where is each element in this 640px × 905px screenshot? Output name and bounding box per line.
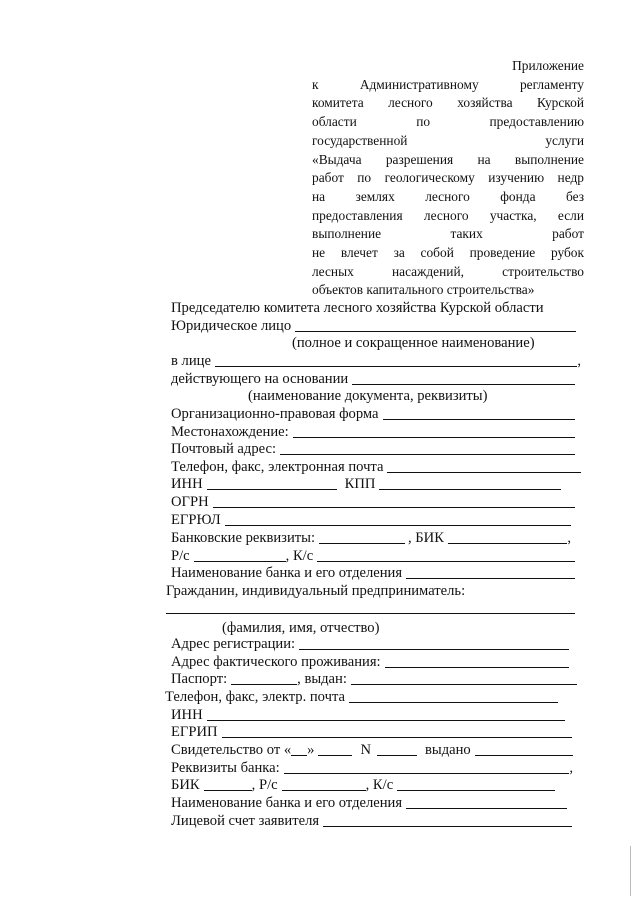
postal-address-label: Почтовый адрес: <box>171 441 277 457</box>
certificate-row <box>171 740 573 760</box>
fio-hint: (фамилия, имя, отчество) <box>222 620 380 636</box>
number-sign: N <box>360 742 371 758</box>
appendix-line: государственной услуги <box>312 132 584 148</box>
rs-field[interactable] <box>194 548 286 562</box>
certificate-day-field[interactable] <box>291 742 307 756</box>
appendix-line: работ по геологическому изучению недр <box>312 170 584 186</box>
certificate-year-field[interactable] <box>318 742 352 756</box>
org-form-field[interactable] <box>383 406 575 420</box>
personal-account-field[interactable] <box>323 813 572 827</box>
bank-details-label: Банковские реквизиты: <box>171 530 315 546</box>
egrip-label: ЕГРИП <box>171 724 218 740</box>
issued-label: , выдан: <box>297 671 347 687</box>
location-label: Местонахождение: <box>171 424 289 440</box>
comma: , <box>567 530 571 546</box>
inn-field[interactable] <box>207 476 337 490</box>
ind-contacts-field[interactable] <box>349 689 558 703</box>
quote-close: » <box>307 742 315 758</box>
appendix-line: выполнение таких работ <box>312 226 584 242</box>
doc-hint: (наименование документа, реквизиты) <box>248 388 488 404</box>
ind-bank-name-label: Наименование банка и его отделения <box>171 795 403 811</box>
inn-label: ИНН <box>171 476 203 492</box>
ind-bank-name-field[interactable] <box>406 795 567 809</box>
ind-bik-row <box>171 775 555 795</box>
ind-bank-name-row <box>171 793 567 813</box>
ogrn-field[interactable] <box>213 494 575 508</box>
bank-details-field[interactable] <box>319 530 405 544</box>
individual-fio-field[interactable] <box>166 613 575 614</box>
bank-req-field[interactable] <box>284 760 570 774</box>
reg-address-row <box>171 634 569 654</box>
in-person-row <box>171 351 581 371</box>
reg-address-label: Адрес регистрации: <box>171 636 296 652</box>
ogrn-label: ОГРН <box>171 494 209 510</box>
legal-entity-label: Юридическое лицо <box>171 318 292 334</box>
ogrn-row <box>171 492 575 512</box>
appendix-line: предоставления лесного участка, если <box>312 207 584 223</box>
acting-basis-field[interactable] <box>352 371 575 385</box>
appendix-line: объектов капитального строительства» <box>312 282 535 298</box>
appendix-line: лесных насаждений, строительство <box>312 263 584 279</box>
appendix-line: к Административному регламенту <box>312 76 584 92</box>
personal-account-row <box>171 811 572 831</box>
egrul-label: ЕГРЮЛ <box>171 512 221 528</box>
org-form-row <box>171 404 575 424</box>
appendix-line: на землях лесного фонда без <box>312 188 584 204</box>
ind-ks-label: , К/с <box>365 777 394 793</box>
individual-label: Гражданин, индивидуальный предприниматель: <box>166 583 466 599</box>
ks-field[interactable] <box>317 548 575 562</box>
bik-field[interactable] <box>448 530 567 544</box>
personal-account-label: Лицевой счет заявителя <box>171 813 320 829</box>
appendix-title: Приложение <box>512 58 584 73</box>
location-field[interactable] <box>293 424 575 438</box>
bank-name-row <box>171 563 575 583</box>
contacts-field[interactable] <box>387 459 581 473</box>
bank-name-label: Наименование банка и его отделения <box>171 565 403 581</box>
issued-by-label: выдано <box>425 742 471 758</box>
egrip-field[interactable] <box>222 724 572 738</box>
bank-name-field[interactable] <box>406 565 575 579</box>
issued-field[interactable] <box>351 671 577 685</box>
legal-entity-field[interactable] <box>295 318 576 332</box>
in-person-label: в лице <box>171 353 211 369</box>
egrip-row <box>171 722 572 742</box>
ind-contacts-row <box>165 687 558 707</box>
ind-ks-field[interactable] <box>397 777 555 791</box>
passport-row <box>171 669 577 689</box>
passport-field[interactable] <box>231 671 297 685</box>
appendix-line: области по предоставлению <box>312 114 584 130</box>
inn-kpp-row <box>171 474 561 494</box>
comma: , <box>577 353 581 369</box>
ind-inn-field[interactable] <box>207 707 565 721</box>
scan-edge-line <box>630 846 631 896</box>
in-person-field[interactable] <box>215 353 577 367</box>
egrul-row <box>171 510 571 530</box>
addressee: Председателю комитета лесного хозяйства Курской области <box>171 300 544 316</box>
rs-label: Р/с <box>171 548 190 564</box>
bik-label: , БИК <box>408 530 444 546</box>
postal-address-row <box>171 439 575 459</box>
ind-bik-label: БИК <box>171 777 200 793</box>
egrul-field[interactable] <box>225 512 571 526</box>
postal-address-field[interactable] <box>280 441 575 455</box>
certificate-label: Свидетельство от « <box>171 742 292 758</box>
appendix-line: «Выдача разрешения на выполнение <box>312 151 584 167</box>
ind-contacts-label: Телефон, факс, электр. почта <box>165 689 345 705</box>
certificate-number-field[interactable] <box>377 742 417 756</box>
acting-basis-label: действующего на основании <box>171 371 349 387</box>
kpp-label: КПП <box>344 476 376 492</box>
comma: , <box>569 760 573 776</box>
contacts-label: Телефон, факс, электронная почта <box>171 459 384 475</box>
appendix-line: не влечет за собой проведение рубок <box>312 245 584 261</box>
appendix-line: комитета лесного хозяйства Курской <box>312 95 584 111</box>
ind-rs-field[interactable] <box>282 777 366 791</box>
ind-rs-label: , Р/с <box>251 777 278 793</box>
legal-entity-name-hint: (полное и сокращенное наименование) <box>292 335 535 351</box>
ind-bik-field[interactable] <box>204 777 252 791</box>
ks-label: , К/с <box>285 548 314 564</box>
reg-address-field[interactable] <box>299 636 569 650</box>
actual-address-label: Адрес фактического проживания: <box>171 654 381 670</box>
kpp-field[interactable] <box>379 476 561 490</box>
org-form-label: Организационно-правовая форма <box>171 406 379 422</box>
passport-label: Паспорт: <box>171 671 228 687</box>
issued-by-field[interactable] <box>475 742 573 756</box>
bank-req-label: Реквизиты банка: <box>171 760 280 776</box>
actual-address-field[interactable] <box>385 654 569 668</box>
ind-inn-label: ИНН <box>171 707 203 723</box>
bank-details-row <box>171 528 571 548</box>
